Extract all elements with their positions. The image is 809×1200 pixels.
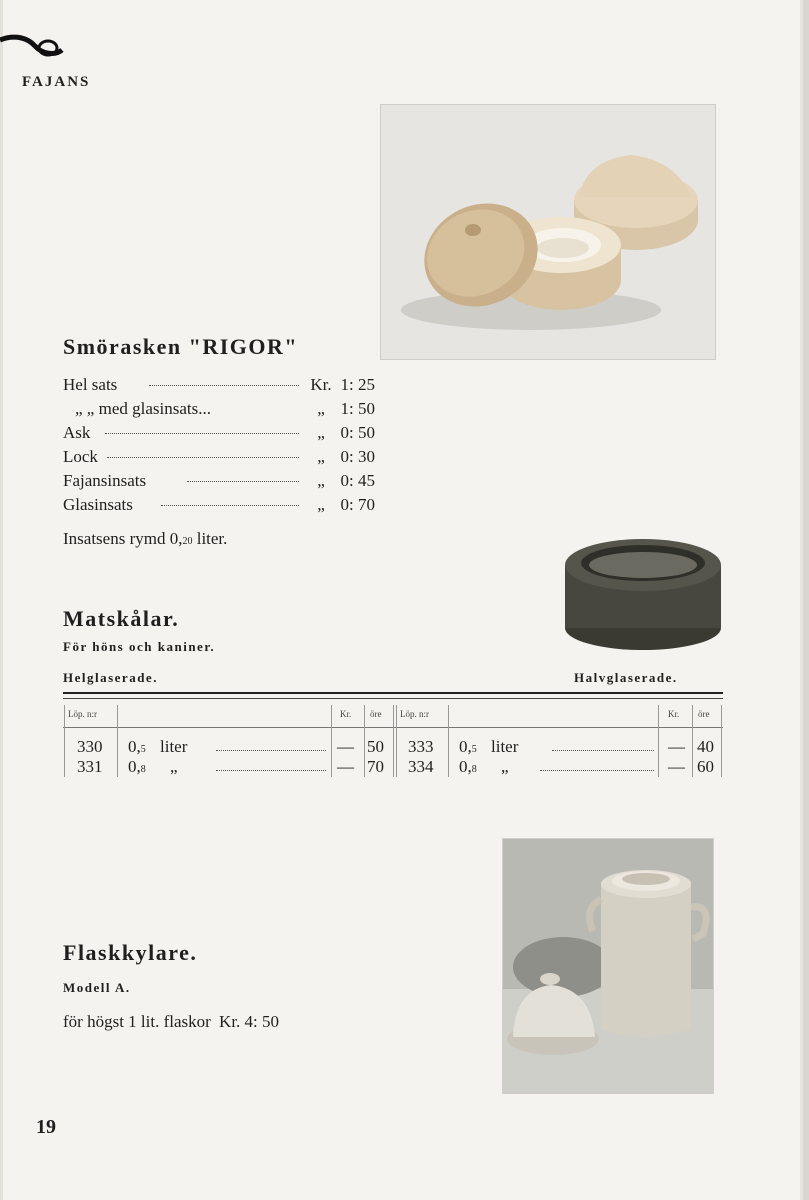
header-lop-right: Löp. n:r <box>400 709 429 719</box>
table-vline <box>658 705 659 777</box>
item-ore: 50 <box>367 737 384 756</box>
leader-dots <box>216 770 326 771</box>
capacity-note-prefix: Insatsens rymd 0, <box>63 529 183 548</box>
flaskkylare-subtitle: Modell A. <box>63 980 131 995</box>
item-size-decimal: 5 <box>140 744 146 755</box>
item-size-decimal: 8 <box>140 764 146 775</box>
item-size-whole: 0, <box>459 737 472 756</box>
item-kr: — <box>337 757 354 776</box>
item-kr: — <box>668 757 685 776</box>
leader-dots <box>105 433 299 434</box>
leader-dots <box>540 770 654 771</box>
bottle-cooler-image <box>503 839 713 1093</box>
item-kr: — <box>668 737 685 756</box>
capacity-note-suffix: liter. <box>192 529 228 548</box>
header-lop-left: Löp. n:r <box>68 709 97 719</box>
page-number: 19 <box>36 1116 56 1138</box>
item-unit: liter <box>491 737 519 756</box>
flaskkylare-price: 4: 50 <box>244 1012 280 1031</box>
right-label: Halvglaserade. <box>574 670 678 685</box>
section-label: FAJANS <box>22 74 91 90</box>
item-unit: „ <box>501 757 509 776</box>
price-label: Glasinsats <box>63 495 133 514</box>
table-vline <box>393 705 394 777</box>
left-label: Helglaserade. <box>63 670 158 685</box>
item-number: 330 <box>77 737 103 756</box>
page-right-edge <box>803 0 809 1200</box>
item-number: 333 <box>408 737 434 756</box>
flaskkylare-photo <box>502 838 714 1094</box>
table-vline <box>721 705 722 777</box>
bowl-image <box>560 530 726 655</box>
price-row <box>63 423 383 447</box>
item-size-decimal: 5 <box>471 744 477 755</box>
header-ore-right: öre <box>698 709 710 719</box>
leader-dots <box>107 457 299 458</box>
price-row <box>63 495 383 519</box>
table-vline <box>331 705 332 777</box>
table-top-rule <box>63 692 723 694</box>
header-ore-left: öre <box>370 709 382 719</box>
butter-dish-image <box>381 105 715 359</box>
leader-dots <box>187 481 299 482</box>
leader-dots <box>149 385 299 386</box>
flaskkylare-description <box>63 1012 279 1032</box>
binding-string-icon <box>0 30 70 70</box>
price-amount: 0: 70 <box>340 495 375 514</box>
item-size <box>128 737 146 757</box>
table-vline <box>448 705 449 777</box>
leader-dots <box>161 505 299 506</box>
item-ore: 60 <box>697 757 714 776</box>
item-kr: — <box>337 737 354 756</box>
price-amount: 0: 50 <box>340 423 375 442</box>
header-kr-left: Kr. <box>340 709 352 719</box>
table-vline <box>364 705 365 777</box>
rigor-title: Smörasken "RIGOR" <box>63 334 299 359</box>
item-size-whole: 0, <box>128 737 141 756</box>
header-kr-right: Kr. <box>668 709 680 719</box>
item-size <box>128 757 146 777</box>
page-left-edge <box>0 0 3 1200</box>
item-size-decimal: 8 <box>471 764 477 775</box>
price-amount: 0: 45 <box>340 471 375 490</box>
leader-dots <box>552 750 654 751</box>
matskalar-title: Matskålar. <box>63 606 180 631</box>
item-number: 334 <box>408 757 434 776</box>
capacity-note-value: 20 <box>182 536 193 547</box>
matskalar-subtitle: För höns och kaniner. <box>63 639 216 654</box>
price-label: Ask <box>63 423 91 442</box>
price-label: Lock <box>63 447 98 466</box>
item-size <box>459 737 477 757</box>
item-size-whole: 0, <box>128 757 141 776</box>
price-currency: „ <box>317 495 325 514</box>
item-ore: 70 <box>367 757 384 776</box>
item-size-whole: 0, <box>459 757 472 776</box>
table-vline <box>117 705 118 777</box>
table-top-rule-thin <box>63 698 723 699</box>
price-currency: „ <box>317 399 325 418</box>
price-label: Fajansinsats <box>63 471 147 490</box>
table-vline <box>396 705 397 777</box>
table-vline <box>64 705 65 777</box>
price-row <box>63 399 383 423</box>
item-number: 331 <box>77 757 103 776</box>
rigor-photo <box>380 104 716 360</box>
item-size <box>459 757 477 777</box>
price-row <box>63 447 383 471</box>
price-currency: „ <box>317 471 325 490</box>
price-currency: Kr. <box>310 375 332 394</box>
price-currency: „ <box>317 447 325 466</box>
price-currency: „ <box>317 423 325 442</box>
leader-dots <box>216 750 326 751</box>
flaskkylare-desc-text: för högst 1 lit. flaskor <box>63 1012 211 1031</box>
capacity-note <box>63 529 227 549</box>
item-ore: 40 <box>697 737 714 756</box>
flaskkylare-currency: Kr. <box>219 1012 241 1031</box>
item-unit: „ <box>170 757 178 776</box>
table-vline <box>692 705 693 777</box>
price-row <box>63 375 383 399</box>
item-unit: liter <box>160 737 188 756</box>
price-label: Hel sats <box>63 375 118 394</box>
price-amount: 1: 50 <box>340 399 375 418</box>
price-label: „ „ med glasinsats... <box>75 399 211 418</box>
price-row <box>63 471 383 495</box>
price-amount: 1: 25 <box>340 375 375 394</box>
price-amount: 0: 30 <box>340 447 375 466</box>
flaskkylare-title: Flaskkylare. <box>63 940 198 965</box>
